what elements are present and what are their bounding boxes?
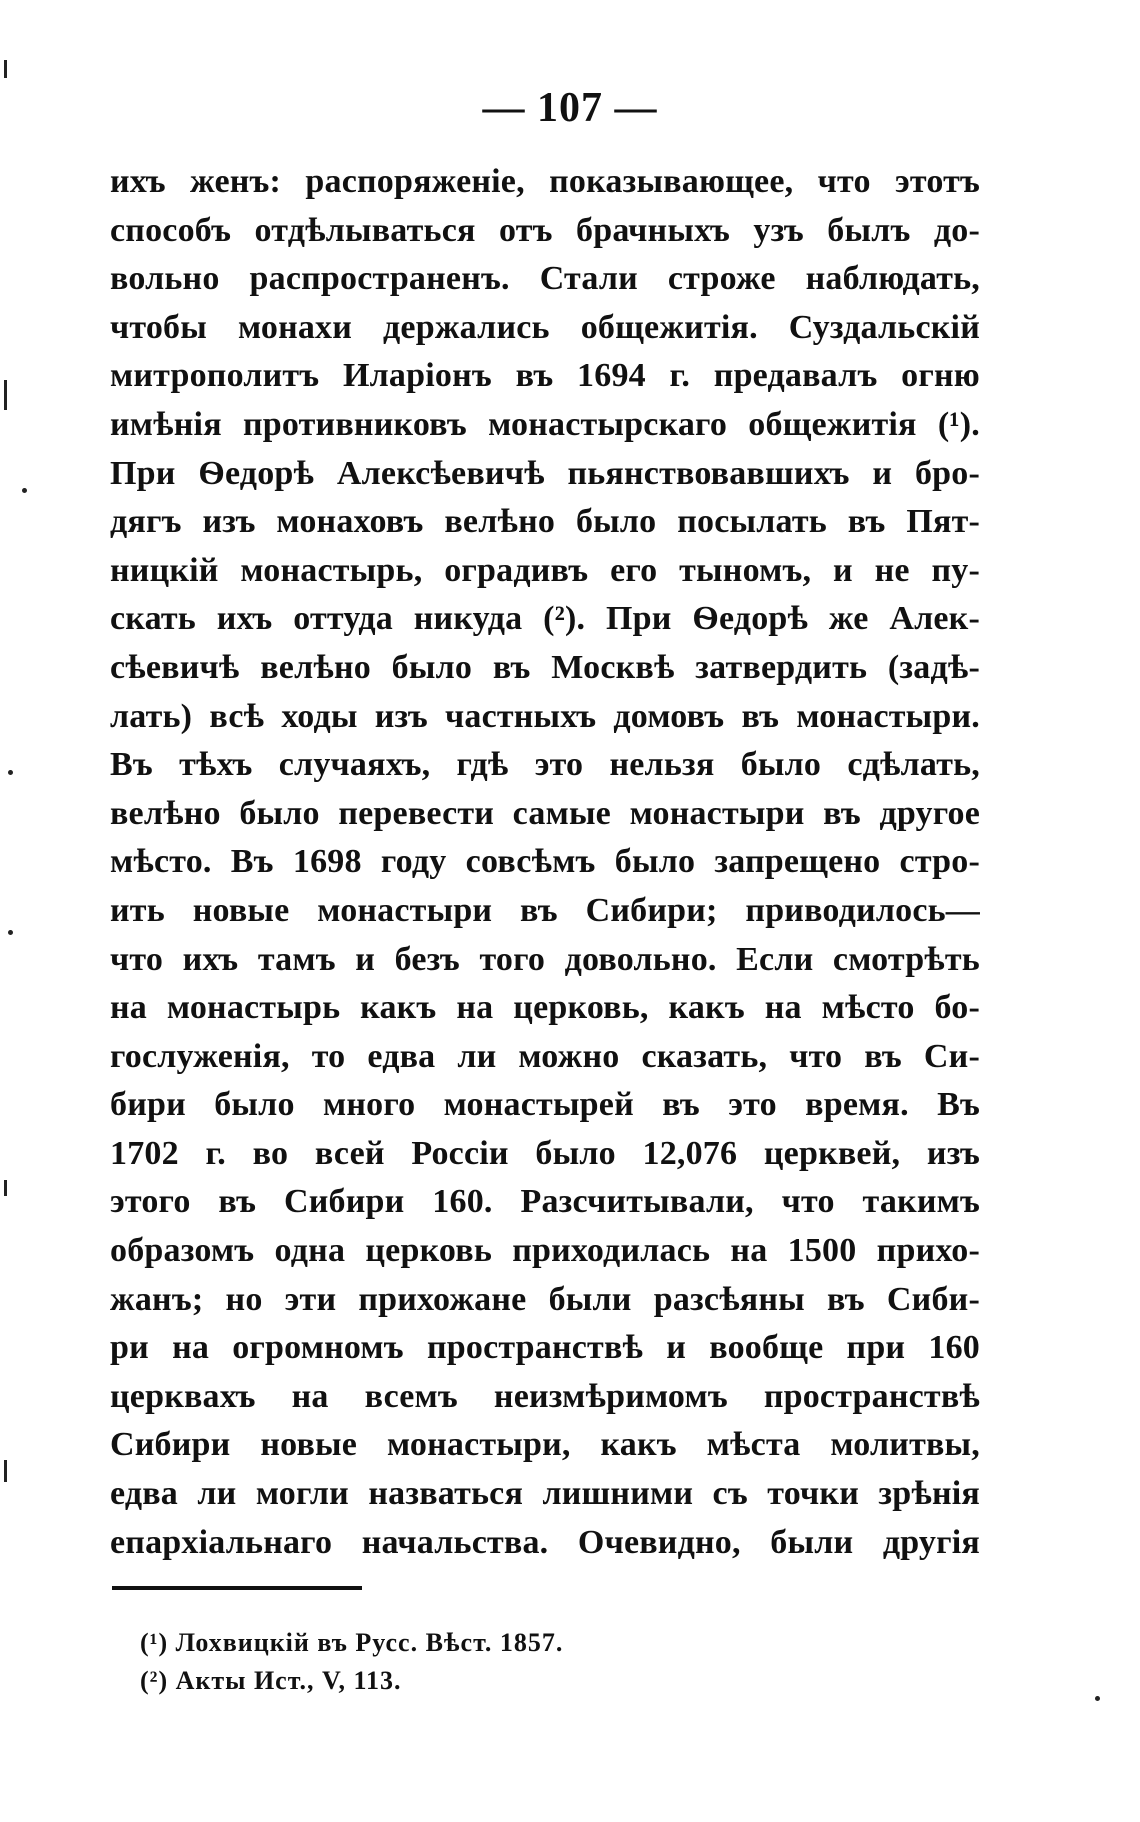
text-line: образомъ одна церковь приходилась на 1500 прихо- xyxy=(110,1232,980,1270)
text-line: гослуженія, то едва ли можно сказать, что въ Си- xyxy=(110,1037,980,1075)
footnote-2: (²) Акты Ист., V, 113. xyxy=(140,1666,402,1695)
text-line: жанъ; но эти прихожане были разсѣяны въ Сиби- xyxy=(110,1280,980,1318)
scan-edge-mark xyxy=(4,380,7,410)
text-line: ри на огромномъ пространствѣ и вообще при 160 xyxy=(110,1329,980,1367)
text-line: велѣно было перевести самые монастыри въ другое xyxy=(110,794,980,832)
text-line: лать) всѣ ходы изъ частныхъ домовъ въ монастыри. xyxy=(110,697,980,735)
scan-speck xyxy=(1095,1696,1100,1701)
text-line: ить новые монастыри въ Сибири; приводилось— xyxy=(110,891,980,929)
text-line: имѣнія противниковъ монастырскаго общежитія (¹). xyxy=(110,405,980,443)
text-line: вольно распространенъ. Стали строже наблюдать, xyxy=(110,260,980,298)
text-line: скать ихъ оттуда никуда (²). При Ѳедорѣ же Алек- xyxy=(110,600,980,638)
scan-edge-mark xyxy=(4,1460,7,1482)
text-line: мѣсто. Въ 1698 году совсѣмъ было запрещено стро- xyxy=(110,843,980,881)
text-line: бири было много монастырей въ это время. Въ xyxy=(110,1086,980,1124)
scan-speck xyxy=(8,770,13,775)
text-line: Въ тѣхъ случаяхъ, гдѣ это нельзя было сдѣлать, xyxy=(110,746,980,784)
text-line: ихъ женъ: распоряженіе, показывающее, что этотъ xyxy=(110,163,980,200)
text-line: 1702 г. во всей Россіи было 12,076 церквей, изъ xyxy=(110,1134,980,1172)
scan-speck xyxy=(22,488,27,493)
scan-edge-mark xyxy=(4,1180,7,1196)
text-line: ницкій монастырь, оградивъ его тыномъ, и не пу- xyxy=(110,551,980,589)
text-line: чтобы монахи держались общежитія. Суздальскій xyxy=(110,308,980,346)
scan-speck xyxy=(8,930,13,935)
text-line: этого въ Сибири 160. Разсчитывали, что такимъ xyxy=(110,1183,980,1221)
footnote-1: (¹) Лохвицкій въ Русс. Вѣст. 1857. xyxy=(140,1628,564,1657)
text-line: церквахъ на всемъ неизмѣримомъ пространствѣ xyxy=(110,1377,980,1415)
text-line: епархіальнаго начальства. Очевидно, были другія xyxy=(110,1523,980,1561)
body-text xyxy=(110,158,980,1567)
text-line: что ихъ тамъ и безъ того довольно. Если смотрѣть xyxy=(110,940,980,978)
footnote-divider xyxy=(112,1586,362,1590)
text-line: способъ отдѣлываться отъ брачныхъ узъ былъ до- xyxy=(110,211,980,249)
scan-edge-mark xyxy=(4,60,7,78)
page-number: — 107 — xyxy=(482,85,658,131)
text-line: сѣевичѣ велѣно было въ Москвѣ затвердить (задѣ- xyxy=(110,648,980,686)
text-line: митрополитъ Иларіонъ въ 1694 г. предавалъ огню xyxy=(110,357,980,395)
text-line: дягъ изъ монаховъ велѣно было посылать въ Пят- xyxy=(110,503,980,541)
footnotes xyxy=(140,1624,840,1700)
text-line: Сибири новые монастыри, какъ мѣста молитвы, xyxy=(110,1426,980,1464)
text-line: едва ли могли назваться лишними съ точки зрѣнія xyxy=(110,1475,980,1513)
text-line: на монастырь какъ на церковь, какъ на мѣсто бо- xyxy=(110,989,980,1027)
text-line: При Ѳедорѣ Алексѣевичѣ пьянствовавшихъ и бро- xyxy=(110,454,980,492)
